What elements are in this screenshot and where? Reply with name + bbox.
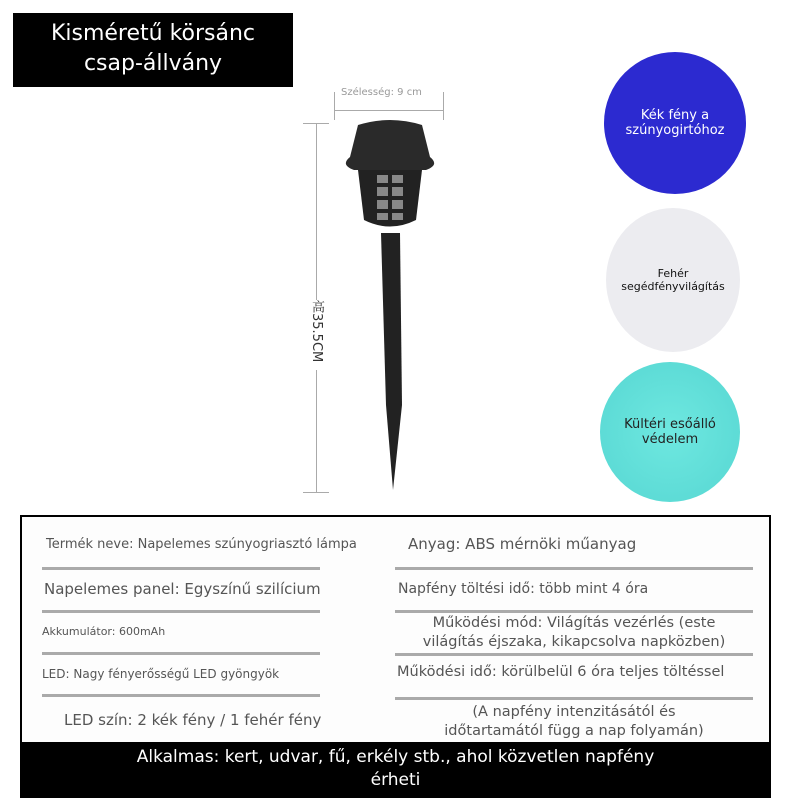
spec-runtime: Működési idő: körülbelül 6 óra teljes töltéssel xyxy=(397,664,725,680)
spec-panel: Napelemes panel: Egyszínű szilícium xyxy=(44,580,321,598)
spec-led: LED: Nagy fényerősségű LED gyöngyök xyxy=(42,667,280,681)
feature-blue-light: Kék fény a szúnyogirtóhoz xyxy=(604,52,746,194)
usage-footer: Alkalmas: kert, udvar, fű, erkély stb., ahol közvetlen napfény érheti xyxy=(20,742,771,798)
spec-material: Anyag: ABS mérnöki műanyag xyxy=(408,535,637,553)
product-title: Kisméretű körsánc csap-állvány xyxy=(13,13,293,87)
solar-lamp-image xyxy=(330,115,460,495)
spec-battery: Akkumulátor: 600mAh xyxy=(42,625,166,638)
feature-white-light: Fehér segédfényvilágítás xyxy=(606,208,740,352)
feature-waterproof: Kültéri esőálló védelem xyxy=(600,362,740,502)
spec-led-color: LED szín: 2 kék fény / 1 fehér fény xyxy=(64,711,322,729)
specs-panel xyxy=(20,515,771,772)
spec-mode: Működési mód: Világítás vezérlés (este világítás éjszaka, kikapcsolva napközben) xyxy=(422,615,726,650)
height-label: 高35.5CM xyxy=(296,300,336,370)
spec-note: (A napfény intenzitásától és időtartamától függ a nap folyamán) xyxy=(444,704,704,739)
spec-name: Termék neve: Napelemes szúnyogriasztó lámpa xyxy=(46,537,357,552)
width-label: Szélesség: 9 cm xyxy=(341,87,422,98)
spec-charge-time: Napfény töltési idő: több mint 4 óra xyxy=(398,581,649,597)
